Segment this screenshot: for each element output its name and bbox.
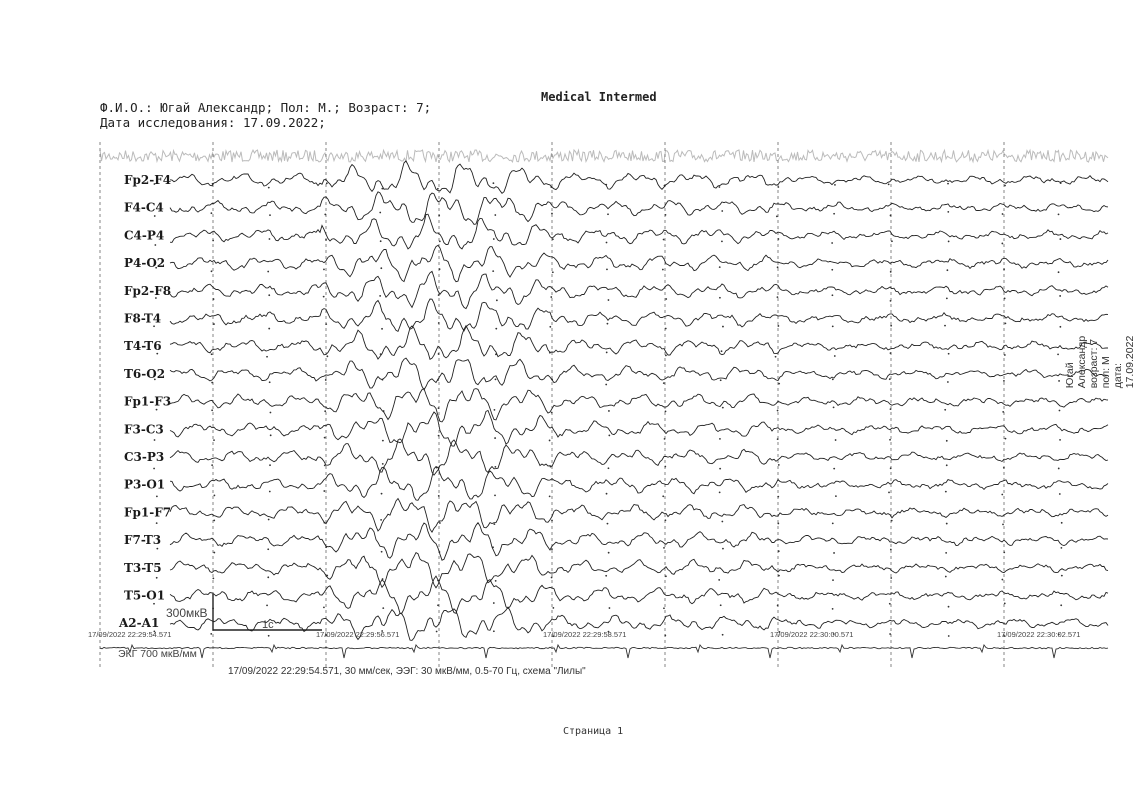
timestamp-mark: 17/09/2022 22:29:54.571: [88, 630, 172, 639]
channel-label: Fp2-F4: [124, 173, 172, 187]
timestamp-mark: 17/09/2022 22:30:02.571: [997, 630, 1081, 639]
channel-label: T6-O2: [124, 366, 166, 381]
channel-label: T3-T5: [124, 560, 162, 575]
calibration-amplitude: 300мкВ: [166, 606, 208, 620]
channel-label: F4-C4: [124, 200, 164, 215]
channel-label: Fp1-F3: [124, 394, 172, 409]
patient-vertical-text: Югай Александр возраст: 7 пол: М дата: 17.09.2022: [1064, 335, 1136, 389]
timestamp-mark: 17/09/2022 22:29:58.571: [543, 630, 627, 639]
channel-label: A2-A1: [119, 616, 160, 631]
page-number: Страница 1: [563, 726, 624, 737]
timestamp-marks: [88, 630, 1080, 639]
ecg-trace: [100, 645, 1108, 658]
channel-label: F7-T3: [124, 533, 162, 548]
channel-label: T5-O1: [124, 588, 166, 603]
channel-label: Fp2-F8: [124, 283, 172, 298]
channel-label: C3-P3: [124, 450, 165, 464]
channel-label: F8-T4: [124, 311, 162, 326]
timestamp-mark: 17/09/2022 22:30:00.571: [770, 630, 854, 639]
channel-label: C4-P4: [124, 228, 165, 243]
channel-label: T4-T6: [124, 339, 162, 354]
channel-labels: [118, 173, 171, 630]
channel-label: P3-O1: [124, 477, 166, 492]
time-grid: [100, 142, 1063, 668]
channel-label: Fp1-F7: [124, 505, 172, 520]
calibration-time: 1с: [262, 619, 274, 631]
channel-label: F3-C3: [124, 422, 164, 437]
recording-parameters: 17/09/2022 22:29:54.571, 30 мм/сек, ЭЭГ: 30 мкВ/мм, 0.5-70 Гц, схема "Лилы": [228, 666, 586, 677]
top-noise-strip: [100, 150, 1108, 162]
study-date: Дата исследования: 17.09.2022;: [100, 115, 326, 130]
channel-label: P4-O2: [124, 256, 166, 271]
ecg-label: ЭКГ 700 мкВ/мм: [118, 648, 197, 660]
timestamp-mark: 17/09/2022 22:29:56.571: [316, 630, 400, 639]
brand-title: Medical Intermed: [541, 90, 657, 104]
eeg-traces: [170, 161, 1108, 641]
patient-info: Ф.И.О.: Югай Александр; Пол: М.; Возраст: 7;: [100, 100, 432, 115]
